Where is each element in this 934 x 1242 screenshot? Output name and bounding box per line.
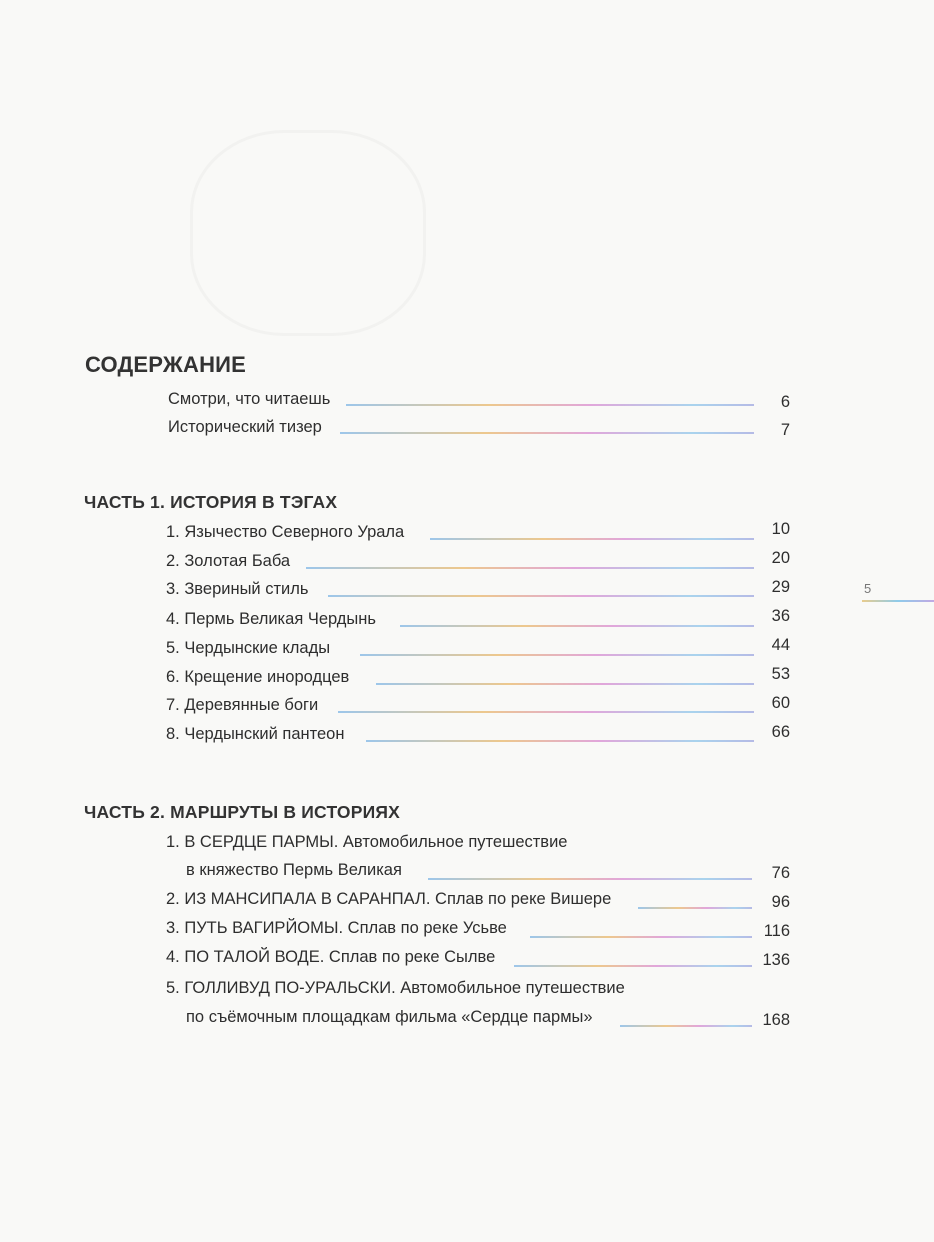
dot-leader <box>346 404 754 406</box>
toc-entry[interactable] <box>0 694 934 722</box>
dot-leader <box>428 878 752 880</box>
dot-leader <box>620 1025 752 1027</box>
toc-entry[interactable] <box>0 578 934 606</box>
dot-leader <box>530 936 752 938</box>
entry-page: 53 <box>771 665 790 683</box>
entry-page: 6 <box>780 393 790 411</box>
toc-entry[interactable] <box>0 607 934 635</box>
page-number: 5 <box>864 581 872 596</box>
entry-label: Смотри, что читаешь <box>168 390 331 408</box>
entry-label-line2: в княжество Пермь Великая <box>186 861 402 879</box>
dot-leader <box>366 740 754 742</box>
show-through-mark <box>190 130 426 336</box>
entry-page: 20 <box>771 549 790 567</box>
entry-page: 76 <box>771 864 790 882</box>
toc-entry[interactable] <box>0 418 934 446</box>
toc-entry[interactable] <box>0 390 934 418</box>
folio-rule <box>862 600 934 602</box>
toc-entry[interactable] <box>0 665 934 693</box>
toc-entry[interactable] <box>0 919 934 947</box>
dot-leader <box>306 567 754 569</box>
entry-page: 136 <box>762 951 790 969</box>
dot-leader <box>638 907 752 909</box>
dot-leader <box>514 965 752 967</box>
entry-page: 36 <box>771 607 790 625</box>
dot-leader <box>400 625 754 627</box>
entry-label: 6. Крещение инородцев <box>166 668 350 686</box>
part-heading: ЧАСТЬ 2. МАРШРУТЫ В ИСТОРИЯХ <box>84 802 401 822</box>
dot-leader <box>360 654 754 656</box>
entry-label: 3. ПУТЬ ВАГИРЙОМЫ. Сплав по реке Усьве <box>166 919 507 937</box>
entry-label: 8. Чердынский пантеон <box>166 725 345 743</box>
entry-page: 168 <box>762 1011 790 1029</box>
entry-page: 60 <box>771 694 790 712</box>
toc-entry[interactable] <box>0 520 934 548</box>
dot-leader <box>328 595 754 597</box>
entry-label-line2: по съёмочным площадкам фильма «Сердце пармы» <box>186 1008 593 1026</box>
entry-page: 116 <box>763 922 790 940</box>
entry-label: 5. Чердынские клады <box>166 639 331 657</box>
entry-page: 66 <box>771 723 790 741</box>
part-heading: ЧАСТЬ 1. ИСТОРИЯ В ТЭГАХ <box>84 492 338 512</box>
entry-label: Исторический тизер <box>168 418 322 436</box>
entry-label: 2. Золотая Баба <box>166 552 291 570</box>
entry-label: 3. Звериный стиль <box>166 580 309 598</box>
toc-entry[interactable] <box>0 890 934 918</box>
toc-entry[interactable] <box>0 636 934 664</box>
entry-label-line1: 5. ГОЛЛИВУД ПО-УРАЛЬСКИ. Автомобильное путешествие <box>166 979 625 997</box>
toc-entry[interactable] <box>0 549 934 577</box>
entry-page: 29 <box>771 578 790 596</box>
toc-entry[interactable] <box>0 723 934 751</box>
dot-leader <box>376 683 754 685</box>
entry-label: 2. ИЗ МАНСИПАЛА В САРАНПАЛ. Сплав по реке Вишере <box>166 890 612 908</box>
entry-page: 10 <box>771 520 790 538</box>
entry-label: 1. Язычество Северного Урала <box>166 523 405 541</box>
toc-title: СОДЕРЖАНИЕ <box>85 352 247 377</box>
toc-entry[interactable] <box>0 861 934 889</box>
entry-label: 4. ПО ТАЛОЙ ВОДЕ. Сплав по реке Сылве <box>166 948 496 966</box>
entry-label: 4. Пермь Великая Чердынь <box>166 610 377 628</box>
toc-entry[interactable] <box>0 1008 934 1036</box>
toc-entry[interactable] <box>0 948 934 976</box>
entry-label-line1: 1. В СЕРДЦЕ ПАРМЫ. Автомобильное путешествие <box>166 833 568 851</box>
entry-label: 7. Деревянные боги <box>166 696 319 714</box>
dot-leader <box>338 711 754 713</box>
dot-leader <box>430 538 754 540</box>
dot-leader <box>340 432 754 434</box>
entry-page: 96 <box>771 893 790 911</box>
entry-page: 44 <box>771 636 790 654</box>
entry-page: 7 <box>780 421 790 439</box>
